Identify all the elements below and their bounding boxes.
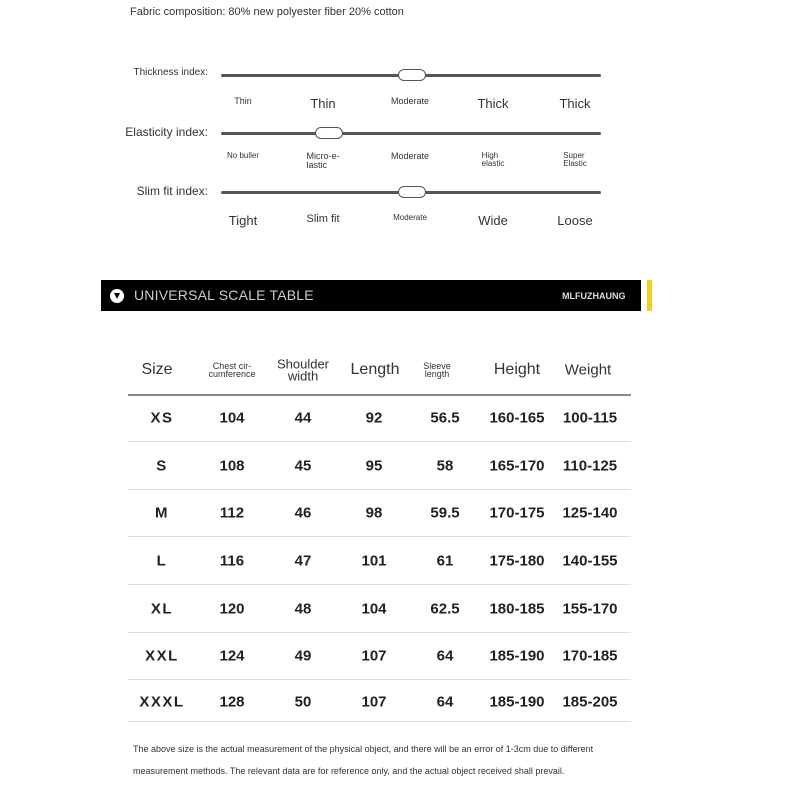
table-cell: 56.5 <box>430 409 460 427</box>
table-cell: 44 <box>294 409 312 427</box>
table-header: Height <box>493 360 541 378</box>
index-label: Elasticity index: <box>125 125 208 139</box>
table-cell: 124 <box>219 647 245 665</box>
table-cell: S <box>156 457 168 475</box>
index-option: Thick <box>477 96 509 111</box>
row-divider <box>128 584 631 585</box>
index-option: Super Elastic <box>563 151 587 168</box>
triangle-down-icon <box>110 289 124 303</box>
table-cell: M <box>155 504 169 522</box>
table-cell: 170-175 <box>489 504 545 522</box>
row-divider <box>128 632 631 633</box>
header-divider <box>128 394 631 396</box>
table-cell: 107 <box>361 647 387 665</box>
index-slider-thumb <box>398 186 426 198</box>
table-cell: 175-180 <box>489 552 545 570</box>
index-label: Slim fit index: <box>136 184 208 198</box>
table-cell: 59.5 <box>430 504 460 522</box>
index-option: Moderate <box>390 96 430 106</box>
row-divider <box>128 489 631 490</box>
row-divider <box>128 441 631 442</box>
table-header: Size <box>141 360 173 378</box>
table-cell: 58 <box>436 457 454 475</box>
table-cell: 108 <box>219 457 245 475</box>
index-slider-thumb <box>315 127 343 139</box>
index-option: Tight <box>228 213 258 228</box>
table-cell: 165-170 <box>489 457 545 475</box>
table-cell: 64 <box>436 647 454 665</box>
table-cell: XS <box>150 409 174 427</box>
table-cell: 185-190 <box>489 693 545 711</box>
note-line-1: The above size is the actual measurement of the physical object, and there will be an error of 1-3cm due to different <box>133 744 594 754</box>
table-cell: 62.5 <box>430 600 460 618</box>
table-cell: 64 <box>436 693 454 711</box>
table-cell: XL <box>150 600 174 618</box>
accent-bar <box>647 280 652 311</box>
table-cell: 110-125 <box>562 457 618 475</box>
table-cell: 125-140 <box>562 504 618 522</box>
index-option: Thin <box>234 96 252 106</box>
table-cell: 50 <box>294 693 312 711</box>
brand-name: MLFUZHAUNG <box>562 291 626 301</box>
index-option: High elastic <box>481 151 505 168</box>
table-cell: 170-185 <box>562 647 618 665</box>
table-cell: 120 <box>219 600 245 618</box>
row-divider <box>128 679 631 680</box>
table-cell: 104 <box>361 600 387 618</box>
table-header: Length <box>350 360 400 378</box>
table-cell: XXL <box>145 647 179 665</box>
table-cell: 140-155 <box>562 552 618 570</box>
note-line-2: measurement methods. The relevant data are for reference only, and the actual object received shall prevail. <box>133 766 565 776</box>
table-cell: 47 <box>294 552 312 570</box>
index-option: Thick <box>559 96 591 111</box>
table-cell: XXXL <box>139 693 185 711</box>
table-cell: 49 <box>294 647 312 665</box>
table-cell: 100-115 <box>562 409 618 427</box>
table-cell: 46 <box>294 504 312 522</box>
index-option: Wide <box>478 213 508 228</box>
index-option: No buller <box>226 151 260 160</box>
index-option: Thin <box>310 96 336 111</box>
table-cell: 61 <box>436 552 454 570</box>
index-slider-thumb <box>398 69 426 81</box>
table-cell: 128 <box>219 693 245 711</box>
table-cell: 92 <box>365 409 383 427</box>
table-cell: 104 <box>219 409 245 427</box>
index-option: Moderate <box>393 213 427 222</box>
table-header: Weight <box>564 361 612 379</box>
table-header: Shoulder width <box>276 356 330 383</box>
table-cell: 180-185 <box>489 600 545 618</box>
index-option: Micro-e- lastic <box>306 151 340 170</box>
table-cell: 48 <box>294 600 312 618</box>
table-cell: 107 <box>361 693 387 711</box>
table-cell: 160-165 <box>489 409 545 427</box>
index-option: Loose <box>557 213 593 228</box>
banner-title: UNIVERSAL SCALE TABLE <box>134 287 314 303</box>
table-cell: 185-205 <box>562 693 618 711</box>
index-label: Thickness index: <box>133 67 208 78</box>
table-cell: 95 <box>365 457 383 475</box>
index-option: Moderate <box>390 151 430 161</box>
table-cell: L <box>156 552 168 570</box>
table-cell: 155-170 <box>562 600 618 618</box>
table-cell: 185-190 <box>489 647 545 665</box>
table-cell: 45 <box>294 457 312 475</box>
index-option: Slim fit <box>306 213 340 225</box>
table-cell: 116 <box>219 552 245 570</box>
row-divider <box>128 721 631 722</box>
index-track <box>221 132 601 135</box>
row-divider <box>128 536 631 537</box>
table-header: Chest cir- cumference <box>208 360 256 379</box>
fabric-composition: Fabric composition: 80% new polyester fiber 20% cotton <box>130 6 404 18</box>
table-cell: 98 <box>365 504 383 522</box>
table-header: Sleeve length <box>423 360 451 379</box>
table-cell: 101 <box>361 552 387 570</box>
table-cell: 112 <box>219 504 245 522</box>
